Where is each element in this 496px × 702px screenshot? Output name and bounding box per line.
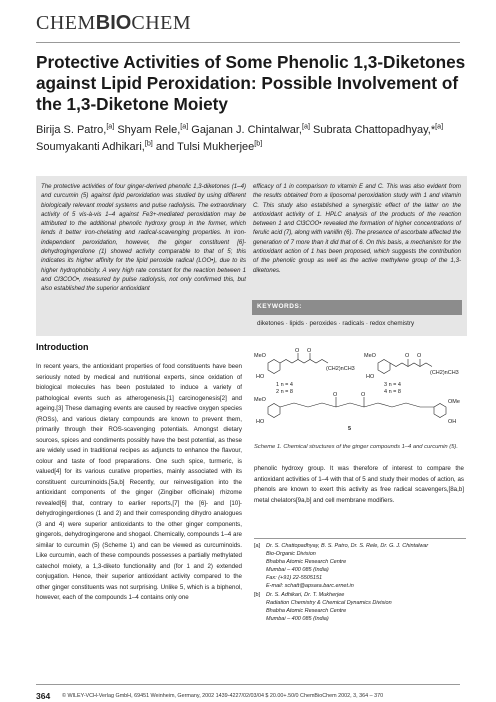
footnote-label: [b] <box>254 591 261 598</box>
label-ho: HO <box>256 419 265 425</box>
journal-name-bold: BIO <box>95 12 132 34</box>
affiliation-mark: [a] <box>435 122 444 131</box>
keywords-list: diketones · lipids · peroxides · radicals · redox chemistry <box>257 320 415 327</box>
affiliation-mark: [a] <box>301 122 310 131</box>
carbon-chain <box>280 403 434 407</box>
affiliation-mark: [a] <box>106 122 115 131</box>
author-list <box>36 122 476 156</box>
benzene-ring <box>434 404 446 418</box>
journal-name-part: CHEM <box>131 12 192 34</box>
affiliation-mark: [b] <box>144 139 153 148</box>
footnote-line: Mumbai – 400 085 (India) <box>266 615 329 622</box>
label-compound-5: 5 <box>348 426 352 432</box>
affiliation-mark: [b] <box>254 139 263 148</box>
keywords-label: KEYWORDS: <box>252 300 462 315</box>
author-name: Soumyakanti Adhikari, <box>36 141 145 153</box>
label-compound-1: 1 n = 4 <box>276 382 293 388</box>
footnote-label: [a] <box>254 543 261 549</box>
journal-name <box>36 12 191 35</box>
label-meo: MeO <box>254 353 266 359</box>
label-oxygen: O <box>333 392 338 398</box>
affiliation-footnotes <box>254 542 466 623</box>
abstract-left-column: The protective activities of four ginger-derived phenolic 1,3-diketones (1–4) and curcumin (5) against lipid peroxidation was studied by using different biologically relevant model systems and pulse radiolysis. The extraordinary activity of 5 vis-à-vis 1–4 against Fe3+-mediated peroxidation may be attributed to the additional phenolic hydroxy group in the former, which lends it better iron-chelating and radical-scavenging properties. In iron-independent peroxidation, however, the ginger constituent [6]-dehydrogingerdione (1) showed activity comparable to that of 5; this indicates its higher affinity for the lipid peroxide radical (LOO•), due to its higher hydrophobicity. A very high rate constant for the reaction between 1 and Cl3COO•, measured by pulse radiolysis, not only confirmed this, but also established the superior antioxidant <box>41 183 246 293</box>
label-oxygen: O <box>361 392 366 398</box>
author-name: and Tulsi Mukherjee <box>152 141 255 153</box>
footnote-b <box>254 591 466 623</box>
label-oh: OH <box>448 419 457 425</box>
footnote-line: Radiation Chemistry & Chemical Dynamics Division <box>266 599 392 606</box>
journal-name-part: CHEM <box>36 12 96 34</box>
benzene-ring <box>268 360 280 374</box>
label-oxygen: O <box>405 353 410 359</box>
page-number: 364 <box>36 691 51 701</box>
footnote-line: Bhabha Atomic Research Centre <box>266 607 347 614</box>
section-heading-introduction: Introduction <box>36 342 89 352</box>
author-name: Gajanan J. Chintalwar, <box>188 124 302 136</box>
footnote-line: Bio-Organic Division <box>266 551 316 558</box>
footer-copyright: © WILEY-VCH-Verlag GmbH, 69451 Weinheim, Germany, 2002 1439-4227/02/03/04 $ 20.00+.50/0 ChemBioChem 2002, 3, 364 – 370 <box>62 693 384 699</box>
label-meo: MeO <box>254 397 266 403</box>
author-name: Subrata Chattopadhyay,* <box>309 124 436 136</box>
scheme-labels <box>254 348 460 432</box>
header-rule <box>36 42 460 43</box>
label-oxygen: O <box>307 348 312 354</box>
affiliation-mark: [a] <box>180 122 189 131</box>
benzene-ring <box>378 360 390 374</box>
footnote-line: Bhabha Atomic Research Centre <box>266 559 347 566</box>
footnote-line: Dr. S. Chattopadhyay, B. S. Patro, Dr. S. Rele, Dr. G. J. Chintalwar <box>266 543 429 549</box>
structure-1-2 <box>268 353 328 374</box>
label-oxygen: O <box>295 348 300 354</box>
body-text-left: In recent years, the antioxidant properties of food constituents have been seriously noted by medical and nutritional experts, since oxidation of biological molecules has been postulated to induce a variety of pathological events such as atherogenesis,[1] carcinogenesis[2] and ageing.[3] These damaging events are caused by reactive oxygen species (ROSs), and various dietary compounds are known to prevent them, primarily through their ROS-scavenging potentials. Amongst dietary sources, spices and condiments possibly have the best potential, as these are widely used in traditional recipes as adjuncts to enhance the flavour, colour and taste of food preparations. One such spice, turmeric, is valued[4] for its various curative properties, mainly associated with its constituent curcuminoids.[5a,b] Recently, our reinvestigation into the antioxidant components of the ginger (Zingiber officinale) rhizome revealed[6] that, contrary to earlier reports,[7] the [6]- and [10]-dehydrogingerdiones (1 and 2) and their corresponding dihydro analogues (3 and 4) were superior antioxidants to the other ginger components, gingerols, dehydrogingerone and shogaol. Chemically, compounds 1–4 are similar to curcumin (5) (Scheme 1) and can be viewed as curcuminoids. Like curcumin, each of these compounds possesses a partially methylated catechol moiety, a 1,3-diketo functionality and (for 1 and 2) extended conjugation. Hence, their superior antioxidant activity compared to the other ginger constituents was not surprising. Unlike 5, which is a biphenol, however, each of the compounds 1–4 contains only one <box>36 363 242 601</box>
author-name: Shyam Rele, <box>114 124 181 136</box>
footnote-rule <box>254 538 466 539</box>
footer-rule <box>36 684 460 685</box>
label-compound-4: 4 n = 8 <box>384 389 401 395</box>
label-meo: MeO <box>364 353 376 359</box>
label-ho: HO <box>366 374 375 380</box>
author-name: Birija S. Patro, <box>36 124 107 136</box>
footnote-line: Dr. S. Adhikari, Dr. T. Mukherjee <box>266 591 345 598</box>
label-oxygen: O <box>417 353 422 359</box>
structure-5 <box>268 397 446 418</box>
footnote-line: E-mail: schatt@apsara.barc.ernet.in <box>266 583 354 590</box>
carbon-chain <box>280 360 328 364</box>
benzene-ring <box>268 404 280 418</box>
footnote-line: Mumbai – 400 085 (India) <box>266 567 329 574</box>
body-text-right: phenolic hydroxy group. It was therefore of interest to compare the antioxidant activities of 1–4 with that of 5 and study their modes of action, as phenols are known to exert this activity as free radical scavengers,[8a,b] metal chelators[9a,b] and cell membrane modifiers. <box>254 465 464 504</box>
label-ho: HO <box>256 374 265 380</box>
label-compound-3: 3 n = 4 <box>384 382 401 388</box>
label-chain: (CH2)nCH3 <box>430 370 459 376</box>
label-ome: OMe <box>448 399 460 405</box>
label-compound-2: 2 n = 8 <box>276 389 293 395</box>
keywords-box <box>252 300 462 332</box>
footnote-a <box>254 542 466 591</box>
structure-3-4 <box>378 359 432 374</box>
scheme-1-structures <box>254 345 466 437</box>
footnote-line: Fax: (+91) 22-5505151 <box>266 575 323 582</box>
label-chain: (CH2)nCH3 <box>326 366 355 372</box>
article-title: Protective Activities of Some Phenolic 1,3-Diketones against Lipid Peroxidation: Possible Involvement of the 1,3-Diketone Moiety <box>36 52 466 114</box>
abstract-right-column: efficacy of 1 in comparison to vitamin E and C. This was also evident from the results obtained from a liposomal peroxidation study with 1 and vitamin C. This study also established a synergistic effect of the latter on the antioxidant activity of 1. HPLC analysis of the products of the reaction between 1 and Cl3COO• revealed the formation of higher concentrations of ferulic acid (7), along with vanillin (6). The presence of ascorbate affected the generation of 7 more than it did that of 6. On this basis, a mechanism for the antioxidant action of 1 has been proposed, which suggests the contribution of the phenolic group as well as the active methylene group of the 1,3-diketones. <box>253 183 461 274</box>
carbon-chain <box>390 363 432 367</box>
scheme-caption: Scheme 1. Chemical structures of the ginger compounds 1–4 and curcumin (5). <box>254 444 458 450</box>
